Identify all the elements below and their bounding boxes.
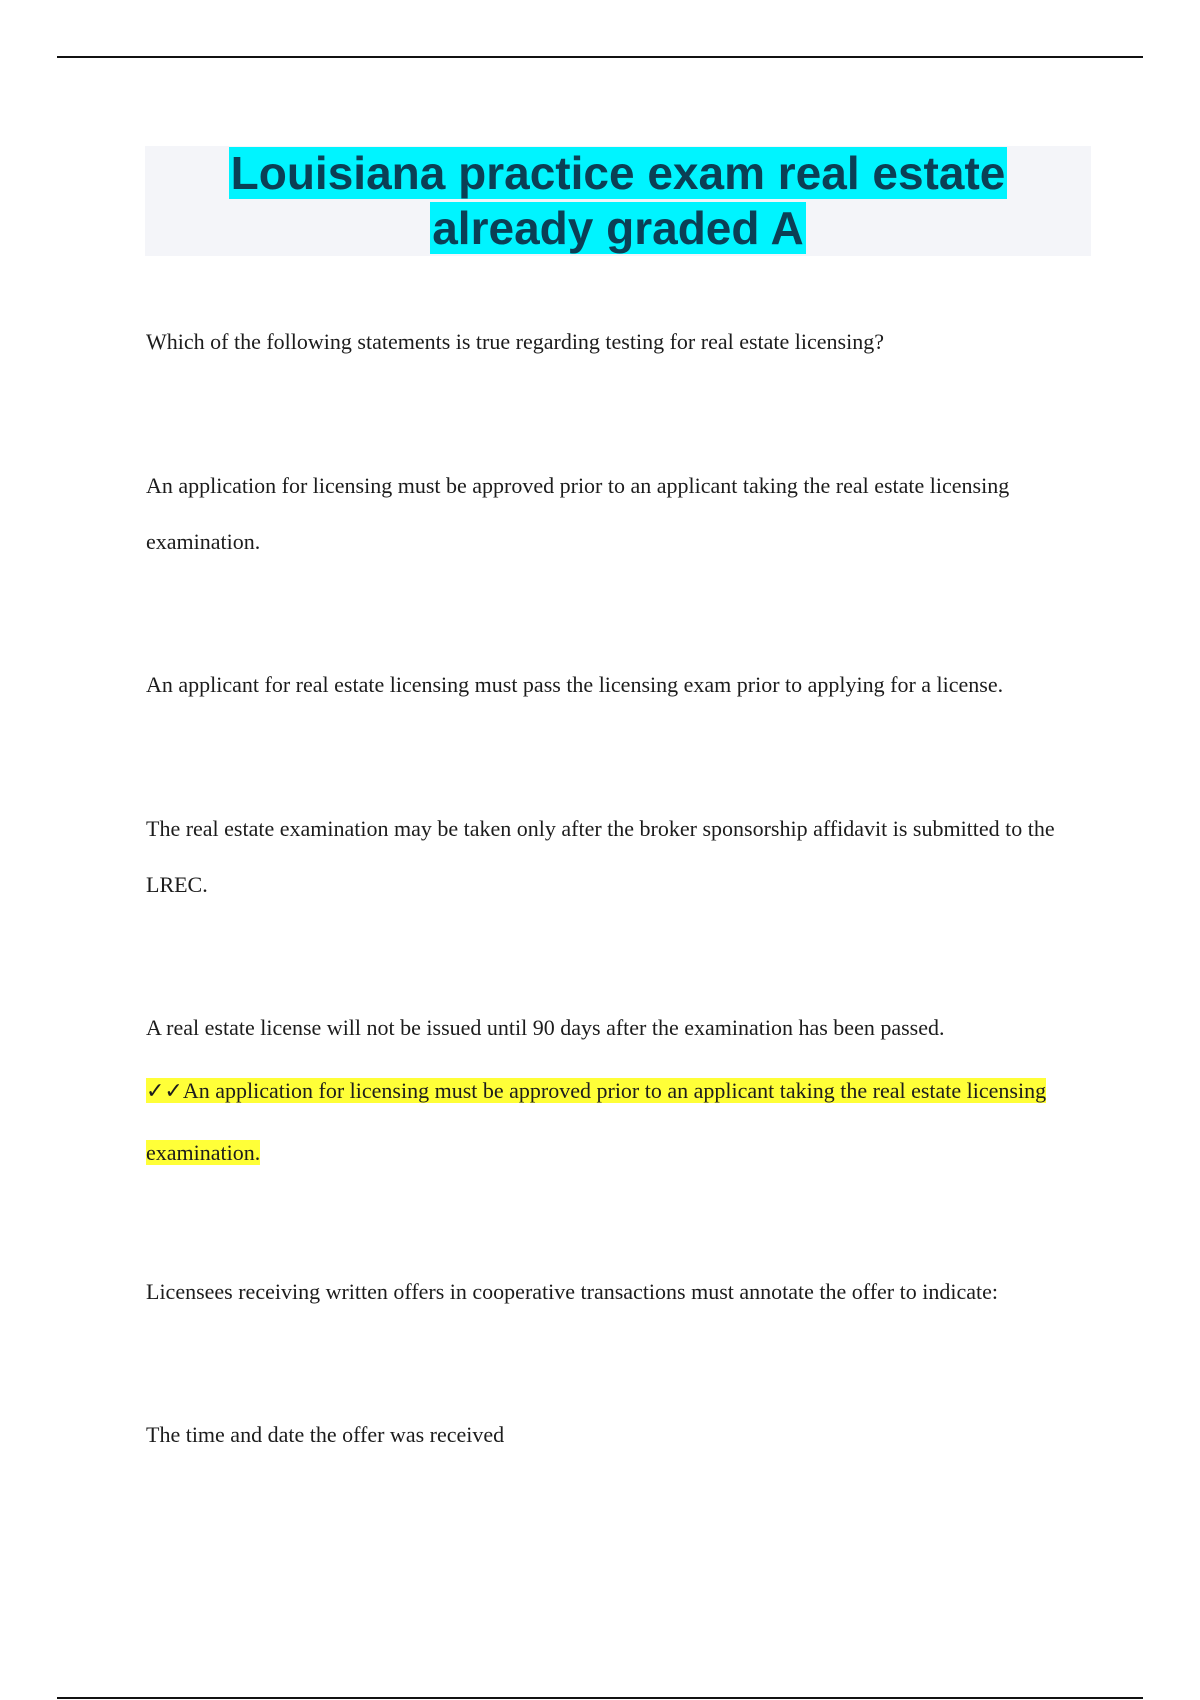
question-1-option-c: The real estate examination may be taken only after the broker sponsorship affidavit is submitted to the LREC. <box>146 816 1055 897</box>
answer-highlight <box>146 1078 1046 1165</box>
question-1-answer <box>146 1060 1076 1183</box>
question-2: Licensees receiving written offers in cooperative transactions must annotate the offer to indicate: <box>146 1279 998 1304</box>
title-line-2: already graded A <box>432 202 804 254</box>
check-icon: ✓✓ <box>146 1079 183 1104</box>
question-1-option-d: A real estate license will not be issued until 90 days after the examination has been passed. <box>146 1015 945 1040</box>
question-1: Which of the following statements is true regarding testing for real estate licensing? <box>146 329 884 354</box>
header-rule <box>57 56 1143 58</box>
title-line-1: Louisiana practice exam real estate <box>230 147 1006 199</box>
footer-rule <box>57 1697 1143 1699</box>
question-1-option-a: An application for licensing must be approved prior to an applicant taking the real estate licensing examination. <box>146 473 1010 554</box>
title-block <box>145 146 1091 256</box>
question-2-option-a: The time and date the offer was received <box>146 1422 505 1447</box>
question-1-option-b: An applicant for real estate licensing must pass the licensing exam prior to applying for a license. <box>146 672 1004 697</box>
answer-text: An application for licensing must be approved prior to an applicant taking the real estate licensing examination. <box>146 1078 1047 1165</box>
document-title <box>145 146 1091 256</box>
